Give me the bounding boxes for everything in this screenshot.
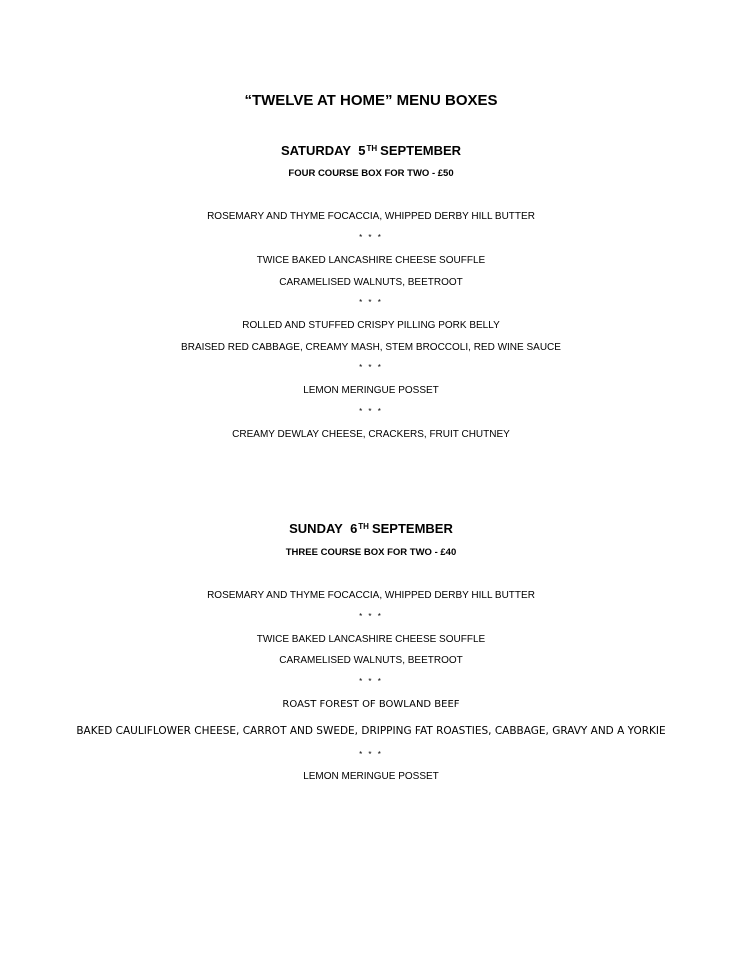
box-description: FOUR COURSE BOX FOR TWO - £50 <box>288 168 454 179</box>
day-ordinal: TH <box>366 144 378 154</box>
page-title: “TWELVE AT HOME” MENU BOXES <box>244 92 498 109</box>
menu-line: LEMON MERINGUE POSSET <box>303 385 439 396</box>
menu-line: LEMON MERINGUE POSSET <box>303 771 439 782</box>
course-separator: * * * <box>359 233 383 242</box>
course-separator: * * * <box>359 363 383 372</box>
day-name: SUNDAY <box>289 521 343 536</box>
menu-day-heading <box>0 521 742 536</box>
menu-line: ROLLED AND STUFFED CRISPY PILLING PORK BELLY <box>242 320 500 331</box>
day-number: 6 <box>350 521 358 536</box>
course-separator: * * * <box>359 677 383 686</box>
day-month: SEPTEMBER <box>371 521 453 536</box>
course-separator: * * * <box>359 612 383 621</box>
course-separator: * * * <box>359 298 383 307</box>
day-number: 5 <box>358 143 366 158</box>
menu-line: CARAMELISED WALNUTS, BEETROOT <box>279 277 463 288</box>
menu-line: TWICE BAKED LANCASHIRE CHEESE SOUFFLE <box>256 634 486 645</box>
menu-day-heading <box>0 143 742 158</box>
menu-line: BAKED CAULIFLOWER CHEESE, CARROT AND SWEDE, DRIPPING FAT ROASTIES, CABBAGE, GRAVY AND A YORKIE <box>76 725 666 737</box>
menu-line: CARAMELISED WALNUTS, BEETROOT <box>279 655 463 666</box>
day-month: SEPTEMBER <box>380 143 462 158</box>
course-separator: * * * <box>359 750 383 759</box>
box-description: THREE COURSE BOX FOR TWO - £40 <box>285 547 457 558</box>
menu-line: ROSEMARY AND THYME FOCACCIA, WHIPPED DERBY HILL BUTTER <box>207 211 535 222</box>
menu-line: CREAMY DEWLAY CHEESE, CRACKERS, FRUIT CHUTNEY <box>232 429 510 440</box>
course-separator: * * * <box>359 407 383 416</box>
menu-line: BRAISED RED CABBAGE, CREAMY MASH, STEM BROCCOLI, RED WINE SAUCE <box>181 342 561 353</box>
menu-line: TWICE BAKED LANCASHIRE CHEESE SOUFFLE <box>256 255 486 266</box>
menu-line: ROAST FOREST OF BOWLAND BEEF <box>282 699 460 710</box>
day-ordinal: TH <box>358 522 369 532</box>
day-name: SATURDAY <box>280 143 352 158</box>
menu-line: ROSEMARY AND THYME FOCACCIA, WHIPPED DERBY HILL BUTTER <box>207 590 535 601</box>
